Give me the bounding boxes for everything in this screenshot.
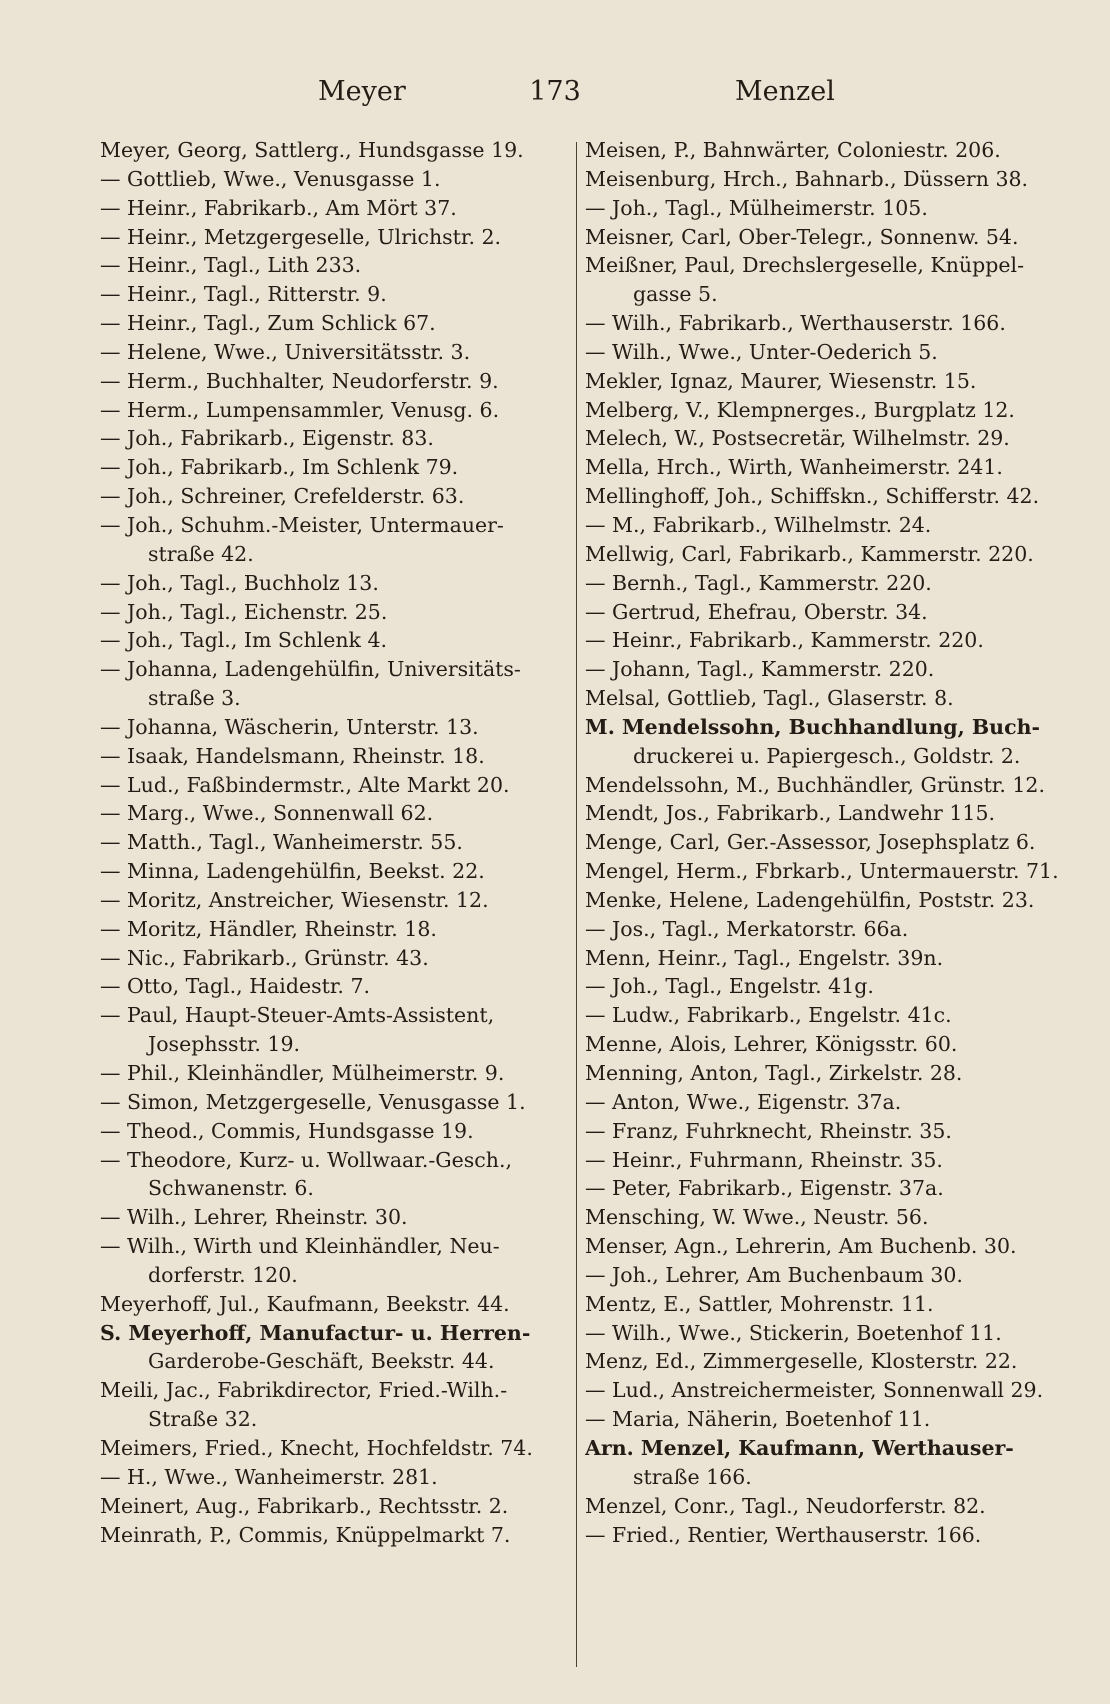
directory-entry: Meimers, Fried., Knecht, Hochfeldstr. 74. [100, 1435, 533, 1460]
directory-entry: Mekler, Ignaz, Maurer, Wiesenstr. 15. [585, 368, 977, 393]
directory-entry: — Joh., Tagl., Im Schlenk 4. [100, 628, 388, 653]
directory-entry: — Wilh., Wirth und Kleinhändler, Neu- [100, 1234, 500, 1259]
directory-entry: Menz, Ed., Zimmergeselle, Klosterstr. 22. [585, 1349, 1018, 1374]
directory-entry: — Gottlieb, Wwe., Venusgasse 1. [100, 166, 441, 191]
directory-entry: Menge, Carl, Ger.-Assessor, Josephsplatz 6. [585, 830, 1036, 855]
directory-entry: — Simon, Metzgergeselle, Venusgasse 1. [100, 1089, 526, 1114]
directory-entry: Mella, Hrch., Wirth, Wanheimerstr. 241. [585, 455, 1003, 480]
directory-entry: — Wilh., Wwe., Stickerin, Boetenhof 11. [585, 1320, 1002, 1345]
directory-entry: Mellinghoff, Joh., Schiffskn., Schifferstr. 42. [585, 484, 1040, 509]
running-head-right: Menzel [735, 76, 835, 107]
directory-entry: — Heinr., Fabrikarb., Kammerstr. 220. [585, 628, 984, 653]
directory-entry: — Gertrud, Ehefrau, Oberstr. 34. [585, 599, 928, 624]
entry-continuation-line: druckerei u. Papiergesch., Goldstr. 2. [633, 743, 1021, 768]
directory-entry: — Minna, Ladengehülfin, Beekst. 22. [100, 859, 485, 884]
directory-entry: Mendt, Jos., Fabrikarb., Landwehr 115. [585, 801, 995, 826]
directory-entry: Menzel, Conr., Tagl., Neudorferstr. 82. [585, 1493, 986, 1518]
directory-entry: — Joh., Tagl., Engelstr. 41g. [585, 974, 874, 999]
entry-continuation-line: straße 3. [148, 686, 241, 711]
directory-entry: Meyerhoff, Jul., Kaufmann, Beekstr. 44. [100, 1291, 510, 1316]
directory-entry: Menn, Heinr., Tagl., Engelstr. 39n. [585, 945, 944, 970]
directory-entry: Mentz, E., Sattler, Mohrenstr. 11. [585, 1291, 934, 1316]
directory-entry: Arn. Menzel, Kaufmann, Werthauser- [585, 1435, 1014, 1460]
directory-entry: — Joh., Tagl., Eichenstr. 25. [100, 599, 388, 624]
directory-entry: Meyer, Georg, Sattlerg., Hundsgasse 19. [100, 138, 524, 162]
directory-entry: — Joh., Tagl., Mülheimerstr. 105. [585, 195, 928, 220]
directory-entry: Melsal, Gottlieb, Tagl., Glaserstr. 8. [585, 686, 954, 711]
directory-entry: — Anton, Wwe., Eigenstr. 37a. [585, 1089, 902, 1114]
directory-entry: — Paul, Haupt-Steuer-Amts-Assistent, [100, 1003, 495, 1028]
directory-entry: Meinert, Aug., Fabrikarb., Rechtsstr. 2. [100, 1493, 509, 1518]
directory-entry: Menser, Agn., Lehrerin, Am Buchenb. 30. [585, 1234, 1017, 1259]
directory-entry: — Lud., Faßbindermstr., Alte Markt 20. [100, 772, 510, 797]
directory-entry: — M., Fabrikarb., Wilhelmstr. 24. [585, 512, 932, 537]
directory-entry: Meisen, P., Bahnwärter, Coloniestr. 206. [585, 138, 1001, 162]
directory-entry: — Joh., Fabrikarb., Eigenstr. 83. [100, 426, 434, 451]
directory-entry: Melberg, V., Klempnerges., Burgplatz 12. [585, 397, 1015, 422]
entry-continuation-line: gasse 5. [633, 282, 718, 307]
directory-entry: — Heinr., Tagl., Zum Schlick 67. [100, 311, 436, 336]
directory-entry: — Herm., Lumpensammler, Venusg. 6. [100, 397, 500, 422]
directory-entry: Menne, Alois, Lehrer, Königsstr. 60. [585, 1032, 958, 1057]
directory-entry: — Wilh., Wwe., Unter-Oederich 5. [585, 339, 938, 364]
directory-entry: Mensching, W. Wwe., Neustr. 56. [585, 1205, 929, 1230]
directory-entry: — Lud., Anstreichermeister, Sonnenwall 29. [585, 1378, 1044, 1403]
directory-entry: S. Meyerhoff, Manufactur- u. Herren- [100, 1320, 531, 1345]
entry-continuation-line: straße 166. [633, 1464, 752, 1489]
entry-continuation-line: dorferstr. 120. [148, 1262, 298, 1287]
directory-entry: — Wilh., Lehrer, Rheinstr. 30. [100, 1205, 408, 1230]
running-head-left: Meyer [318, 76, 406, 107]
page-number: 173 [529, 76, 581, 107]
directory-entry: Mendelssohn, M., Buchhändler, Grünstr. 12. [585, 772, 1045, 797]
directory-entry: — Nic., Fabrikarb., Grünstr. 43. [100, 945, 429, 970]
directory-entry: Meißner, Paul, Drechslergeselle, Knüppel- [585, 253, 1024, 278]
directory-entry: — Otto, Tagl., Haidestr. 7. [100, 974, 371, 999]
directory-entry: — Joh., Schuhm.-Meister, Untermauer- [100, 512, 504, 537]
entry-continuation-line: Josephsstr. 19. [148, 1032, 300, 1057]
entry-continuation-line: Schwanenstr. 6. [148, 1176, 314, 1201]
directory-entry: — Fried., Rentier, Werthauserstr. 166. [585, 1522, 982, 1547]
directory-entry: — Joh., Schreiner, Crefelderstr. 63. [100, 484, 465, 509]
entry-continuation-line: straße 42. [148, 541, 254, 566]
directory-entry: M. Mendelssohn, Buchhandlung, Buch- [585, 714, 1040, 739]
directory-entry: — Heinr., Fabrikarb., Am Mört 37. [100, 195, 457, 220]
directory-entry: — Joh., Fabrikarb., Im Schlenk 79. [100, 455, 459, 480]
entry-continuation-line: Straße 32. [148, 1407, 258, 1432]
directory-entry: Menke, Helene, Ladengehülfin, Poststr. 23. [585, 887, 1035, 912]
directory-entry: Melech, W., Postsecretär, Wilhelmstr. 29. [585, 426, 1010, 451]
directory-entry: — Moritz, Händler, Rheinstr. 18. [100, 916, 437, 941]
directory-entry: — Theodore, Kurz- u. Wollwaar.-Gesch., [100, 1147, 513, 1172]
directory-entry: Meinrath, P., Commis, Knüppelmarkt 7. [100, 1522, 511, 1547]
directory-entry: — Phil., Kleinhändler, Mülheimerstr. 9. [100, 1061, 505, 1085]
directory-entry: — Moritz, Anstreicher, Wiesenstr. 12. [100, 887, 489, 912]
directory-entry: — Herm., Buchhalter, Neudorferstr. 9. [100, 368, 499, 393]
left-column [100, 136, 568, 1549]
directory-entry: — Isaak, Handelsmann, Rheinstr. 18. [100, 743, 485, 768]
directory-entry: Meisenburg, Hrch., Bahnarb., Düssern 38. [585, 166, 1029, 191]
directory-entry: — Ludw., Fabrikarb., Engelstr. 41c. [585, 1003, 952, 1028]
right-column [585, 136, 1060, 1549]
directory-entry: — H., Wwe., Wanheimerstr. 281. [100, 1464, 438, 1489]
directory-entry: — Matth., Tagl., Wanheimerstr. 55. [100, 830, 463, 855]
directory-entry: Meisner, Carl, Ober-Telegr., Sonnenw. 54. [585, 224, 1019, 249]
directory-entry: Mellwig, Carl, Fabrikarb., Kammerstr. 220. [585, 541, 1034, 566]
entry-continuation-line: Garderobe-Geschäft, Beekstr. 44. [148, 1349, 495, 1374]
directory-entry: — Maria, Näherin, Boetenhof 11. [585, 1407, 931, 1432]
directory-entry: — Joh., Lehrer, Am Buchenbaum 30. [585, 1262, 963, 1287]
directory-entry: — Johanna, Wäscherin, Unterstr. 13. [100, 714, 479, 739]
directory-entry: — Franz, Fuhrknecht, Rheinstr. 35. [585, 1118, 952, 1143]
page-header [0, 70, 1110, 114]
directory-entry: — Jos., Tagl., Merkatorstr. 66a. [585, 916, 909, 941]
directory-entry: — Bernh., Tagl., Kammerstr. 220. [585, 570, 932, 595]
column-divider [576, 142, 577, 1667]
directory-entry: — Theod., Commis, Hundsgasse 19. [100, 1118, 474, 1143]
directory-entry: Menning, Anton, Tagl., Zirkelstr. 28. [585, 1061, 963, 1085]
directory-entry: — Johann, Tagl., Kammerstr. 220. [585, 657, 935, 682]
directory-entry: Mengel, Herm., Fbrkarb., Untermauerstr. 71. [585, 859, 1059, 884]
directory-entry: — Wilh., Fabrikarb., Werthauserstr. 166. [585, 311, 1006, 336]
directory-entry: — Heinr., Metzgergeselle, Ulrichstr. 2. [100, 224, 502, 249]
directory-entry: — Heinr., Tagl., Lith 233. [100, 253, 362, 278]
directory-entry: — Peter, Fabrikarb., Eigenstr. 37a. [585, 1176, 944, 1201]
directory-entry: — Helene, Wwe., Universitätsstr. 3. [100, 339, 471, 364]
directory-entry: — Heinr., Fuhrmann, Rheinstr. 35. [585, 1147, 943, 1172]
directory-entry: — Johanna, Ladengehülfin, Universitäts- [100, 657, 521, 682]
directory-entry: Meili, Jac., Fabrikdirector, Fried.-Wilh.- [100, 1378, 508, 1403]
directory-entry: — Marg., Wwe., Sonnenwall 62. [100, 801, 434, 826]
directory-entry: — Heinr., Tagl., Ritterstr. 9. [100, 282, 387, 307]
directory-entry: — Joh., Tagl., Buchholz 13. [100, 570, 379, 595]
